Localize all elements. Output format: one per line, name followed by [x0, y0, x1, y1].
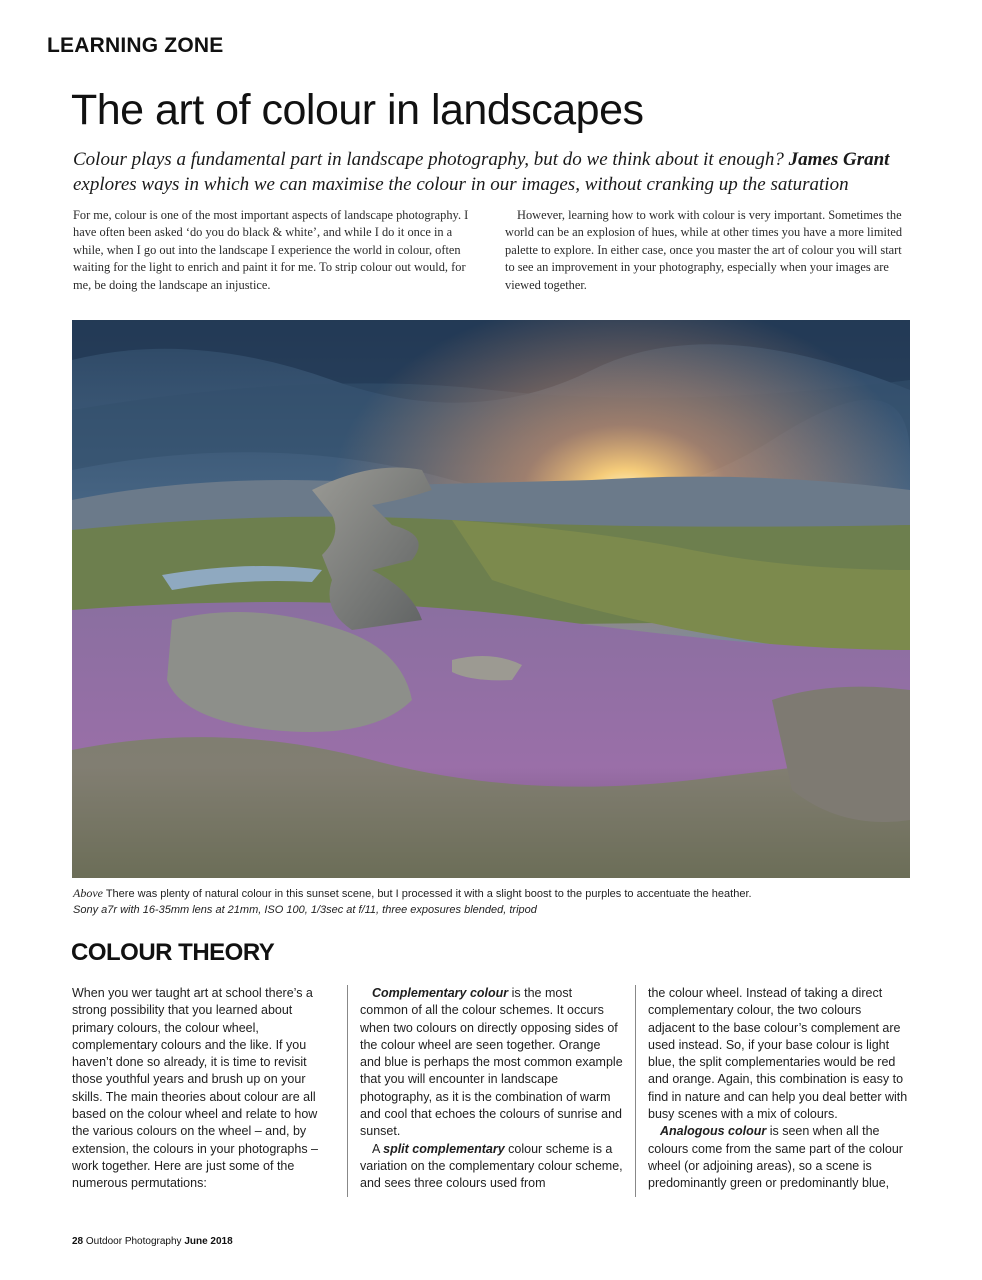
issue-date: June 2018: [184, 1236, 233, 1247]
page-number: 28: [72, 1236, 84, 1247]
landscape-photo-icon: [72, 320, 910, 878]
author-name: James Grant: [788, 149, 890, 170]
term-split-complementary: split complementary: [383, 1141, 505, 1156]
section-heading: COLOUR THEORY: [71, 939, 275, 966]
publication-name: Outdoor Photography: [83, 1236, 185, 1247]
body-paragraph: [648, 1123, 911, 1192]
body-text: colour scheme is a variation on the complementary colour scheme, and sees three colours used from: [360, 1141, 623, 1191]
term-analogous: Analogous colour: [660, 1124, 767, 1139]
landscape-photo: [72, 320, 910, 878]
term-complementary: Complementary colour: [372, 986, 509, 1000]
caption-text: There was plenty of natural colour in this sunset scene, but I processed it with a slight boost to the purples to accentuate the heather.: [102, 888, 752, 900]
body-paragraph: the colour wheel. Instead of taking a direct complementary colour, the two colours adjacent to the base colour’s complement are used instead. So, if your base colour is light blue, the split complementaries would be red and orange. Again, this combination is easy to find in nature and can help you deal better with busy scenes with a mix of colours.: [648, 986, 908, 1122]
standfirst-text-end: explores ways in which we can maximise the colour in our images, without cranking up the saturation: [73, 174, 849, 195]
body-columns: [72, 985, 912, 1197]
intro-columns: [73, 207, 909, 294]
body-paragraph: [360, 1141, 623, 1193]
section-label: LEARNING ZONE: [47, 34, 224, 57]
page-footer: [72, 1236, 233, 1247]
body-paragraph: When you wer taught art at school there’s a strong possibility that you learned about primary colours, the colour wheel, complementary colours and the like. If you haven’t done so already, it is time to revisit those youthful years and brush up on your skills. The main theories about colour are all based on the colour wheel and relate to how the various colours on the wheel – and, by extension, the colours in your photographs – work together. Here are just some of the numerous permutations:: [72, 986, 318, 1191]
intro-paragraph-2: However, learning how to work with colour is very important. Sometimes the world can be an explosion of hues, while at other times you have a more limited palette to explore. In either case, once you master the art of colour you will start to see an improvement in your photography, especially when your images are viewed together.: [505, 208, 903, 292]
caption-tech-details: Sony a7r with 16-35mm lens at 21mm, ISO 100, 1/3sec at f/11, three exposures blended, tripod: [73, 904, 537, 916]
article-title: The art of colour in landscapes: [71, 86, 644, 134]
photo-caption: [73, 885, 913, 918]
body-text: A: [372, 1141, 384, 1156]
standfirst: [73, 147, 913, 197]
body-column-3: [635, 985, 911, 1197]
caption-prefix: Above: [73, 886, 103, 900]
body-text: is the most common of all the colour schemes. It occurs when two colours on directly opposing sides of the colour wheel are seen together. Orange and blue is perhaps the most common example that you will encounter in landscape photography, as it is the combination of warm and cool that echoes the colours of sunrise and sunset.: [360, 986, 623, 1139]
body-paragraph: [360, 985, 623, 1141]
standfirst-text: Colour plays a fundamental part in landscape photography, but do we think about it enough?: [73, 149, 789, 170]
intro-paragraph-1: For me, colour is one of the most important aspects of landscape photography. I have often been asked ‘do you do black & white’, and while I do it once in a while, when I go out into the landscape I experience the world in colour, often waiting for the light to enrich and paint it for me. To strip colour out would, for me, be doing the landscape an injustice.: [73, 208, 469, 292]
body-text: is seen when all the colours come from the same part of the colour wheel (or adjoining areas), so a scene is predominantly green or predominantly blue,: [648, 1124, 903, 1191]
body-column-1: [72, 985, 347, 1197]
body-column-2: [347, 985, 635, 1197]
